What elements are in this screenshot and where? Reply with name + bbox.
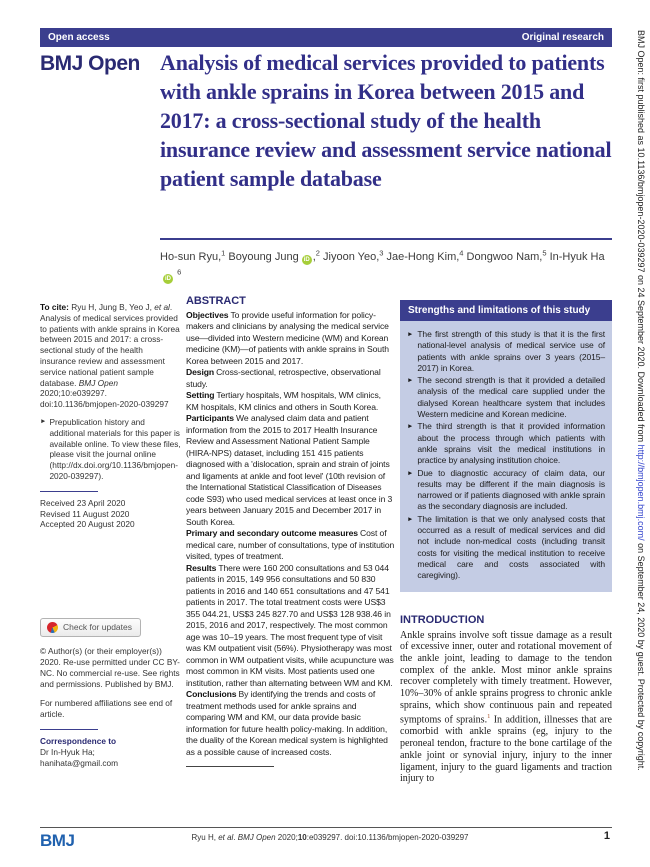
arrow-bullet-icon: ► [407, 423, 414, 431]
abstract-heading: ABSTRACT [186, 295, 246, 307]
orcid-icon[interactable]: iD [303, 256, 310, 263]
received-date: Received 23 April 2020 [40, 497, 126, 508]
correspondence-block [40, 736, 181, 768]
accepted-date: Accepted 20 August 2020 [40, 519, 135, 530]
arrow-bullet-icon: ► [407, 469, 414, 477]
footer-citation: Ryu H, et al. BMJ Open 2020;10:e039297. doi:10.1136/bmjopen-2020-039297 [191, 833, 469, 842]
copyright-notice: © Author(s) (or their employer(s)) 2020. Re-use permitted under CC BY-NC. No commercial re-use. See rights and permissions. Published by BMJ. [40, 646, 180, 689]
reference-superscript[interactable]: 1 [487, 713, 491, 721]
abstract-outcome-measures: Primary and secondary outcome measures Cost of medical care, number of consultations, type of institution visited, types of treatment. [186, 528, 395, 561]
rotated-copyright-sidebar: BMJ Open: first published as 10.1136/bmjopen-2020-039297 on 24 September 2020. Downloaded from http://bmjopen.bmj.com/ on September 24, 2020 by guest. Protected by copyright. [636, 30, 646, 771]
arrow-bullet-icon: ► [407, 331, 414, 338]
author: Ho-sun Ryu,$^1$ [160, 248, 226, 263]
bmjopen-link[interactable]: http://bmjopen.bmj.com/ [636, 444, 646, 541]
introduction-section [400, 614, 612, 785]
page-number: 1 [603, 830, 610, 842]
journal-logo: BMJ Open [40, 52, 140, 75]
to-cite-block: To cite: Ryu H, Jung B, Yeo J, et al. Analysis of medical services provided to patients with ankle sprains in Korea between 2015 and 2017: a cross-sectional study of the health insurance review and assessment service national patient sample database. BMJ Open 2020;10:e039297. doi:10.1136/bmjopen-2020-039297 [40, 302, 180, 410]
author: Jae-Hong Kim,$^4$ [386, 248, 464, 263]
abstract-end-divider [186, 766, 274, 767]
authors-divider [160, 238, 612, 240]
history-dates [40, 498, 181, 530]
arrow-bullet-icon: ► [407, 515, 414, 523]
strength-bullet: ► The second strength is that it provided a detailed analysis of the medical care supplied under the dialysed Korean healthcare system that includes Western medicine and Korean medicine. [407, 375, 605, 420]
abstract-conclusions: Conclusions By identifying the trends and costs of treatment methods used for ankle sprains and comparing WM and KM, our data provide basic information for future health policy-making. In addition, the duality of the Korean medical system is highlighted as a possible cause of increased costs. [186, 689, 388, 757]
introduction-paragraph: Ankle sprains involve soft tissue damage as a result of excessive inner, outer and rotational movement of the ankle joint, leading to damage to the tendon complex of the ankle. Most minor ankle sprains recover completely with timely treatment. However, 10%–30% of ankle sprains progress to chronic ankle sprains, which show continuous pain and repeated symptoms of sprains.$^1$ In addition, illnesses that are comorbid with ankle sprains (eg, injury to the peroneal tendon, fracture to the bone cartilage of the ankle joint or synovial injury, injury to the inner ligament, injury to the guard ligaments and traction injury to [400, 629, 612, 785]
strength-bullet: ► The first strength of this study is that it is the first national-level analysis of medical service use of patients with ankle sprains over 3 years (2015–2017) in Korea. [407, 329, 605, 373]
left-sidebar [40, 302, 181, 768]
check-for-updates-button[interactable] [40, 618, 141, 637]
correspondence-email[interactable]: hanihata@gmail.com [40, 757, 119, 768]
strengths-bullet-list [407, 329, 605, 582]
strengths-box-heading: Strengths and limitations of this study [400, 300, 612, 321]
revised-date: Revised 11 August 2020 [40, 508, 130, 519]
footer-divider [40, 827, 612, 828]
strength-bullet: ► The limitation is that we only analysed costs that occurred as a result of medical services and did not include non-medical costs (including transit costs for visiting the medical institution to receive medical care and costs associated with caregiving). [407, 513, 605, 581]
bmj-logo: BMJ [40, 831, 75, 850]
introduction-heading: INTRODUCTION [400, 613, 485, 626]
authors-line [160, 245, 612, 284]
strength-bullet: ► Due to diagnostic accuracy of claim data, our results may be different if the main diagnosis is narrowed or if patients diagnosed with ankle sprain as the secondary diagnosis are included. [407, 467, 605, 512]
correspondence-label: Correspondence to [40, 735, 117, 746]
abstract-objectives: Objectives To provide useful information for policy-makers and clinicians by analysing the medical service use—divided into Western medicine (WM) and Korean medicine (KM)—of patients with ankle sprains in South Korea between 2015 and 2017. [186, 309, 389, 366]
affiliations-note: For numbered affiliations see end of article. [40, 698, 173, 720]
sidebar-divider [40, 491, 98, 492]
author: In-Hyuk HaiD $^6$ [165, 250, 605, 283]
abstract-participants: Participants We analysed claim data and patient information from the 2015 to 2017 Health Insurance Review and Assessment National Patient Sample (HIRA-NPS) dataset, including 151 415 patients diagnosed with a 'dislocation, sprain and strain of joints and ligaments at ankle and foot level' (10th revision of the International Statistical Classification of Diseases code S93) who used medical services at least once in 3 years between January 2015 and December 2017 in South Korea. [186, 413, 393, 527]
strength-bullet: ► The third strength is that it provided information about the process through which patients with ankle sprains visit the medical institutions in practice by analysing institution choice. [407, 421, 605, 466]
arrow-bullet-icon: ► [40, 417, 47, 425]
author: Jiyoon Yeo,$^3$ [323, 248, 384, 263]
check-for-updates-label: Check for updates [63, 622, 132, 633]
crossmark-icon [47, 622, 58, 633]
orcid-icon[interactable]: iD [165, 276, 171, 283]
prepublication-note: ► Prepublication history and additional materials for this paper is available online. To view these files, please visit the journal online (http://dx.doi.org/10.1136/bmjopen-2020-039297). [40, 416, 181, 481]
to-cite-label: To cite: [40, 302, 69, 312]
author: Boyoung Jung iD ,$^2$ [228, 248, 320, 263]
author: Dongwoo Nam,$^5$ [466, 248, 547, 263]
article-title: Analysis of medical services provided to patients with ankle sprains in Korea between 2015 and 2017: a cross-sectional study of the health insurance review and assessment service national patient sample database [160, 50, 612, 191]
sidebar-divider [40, 729, 98, 730]
correspondence-name: Dr In-Hyuk Ha; [40, 746, 95, 757]
open-access-label: Open access [48, 32, 110, 43]
abstract-results: Results There were 160 200 consultations and 53 044 patients in 2015, 149 956 consultations and 50 830 patients in 2016 and 140 651 consultations and 47 541 patients in 2017. The total treatment costs were US$3 355 044.21, US$3 245 827.70 and US$3 128 938.46 in 2015, 2016 and 2017, respectively. The most common age was 10–19 years. The most frequent type of visit was KM outpatient visit (56%). Physiotherapy was most common in WM outpatient visits, while acupuncture was most common in KM visits. Most patients used one institution, rather than alternating between WM and KM. [186, 562, 394, 688]
abstract-column [186, 296, 395, 767]
article-type-label: Original research [521, 32, 604, 43]
header-bar [40, 28, 612, 47]
abstract-setting: Setting Tertiary hospitals, WM hospitals, WM clinics, KM hospitals, KM clinics and others in South Korea. [186, 390, 381, 412]
arrow-bullet-icon: ► [407, 377, 414, 385]
strengths-limitations-box [400, 300, 612, 592]
right-column [400, 300, 612, 785]
abstract-design: Design Cross-sectional, retrospective, observational study. [186, 367, 381, 389]
